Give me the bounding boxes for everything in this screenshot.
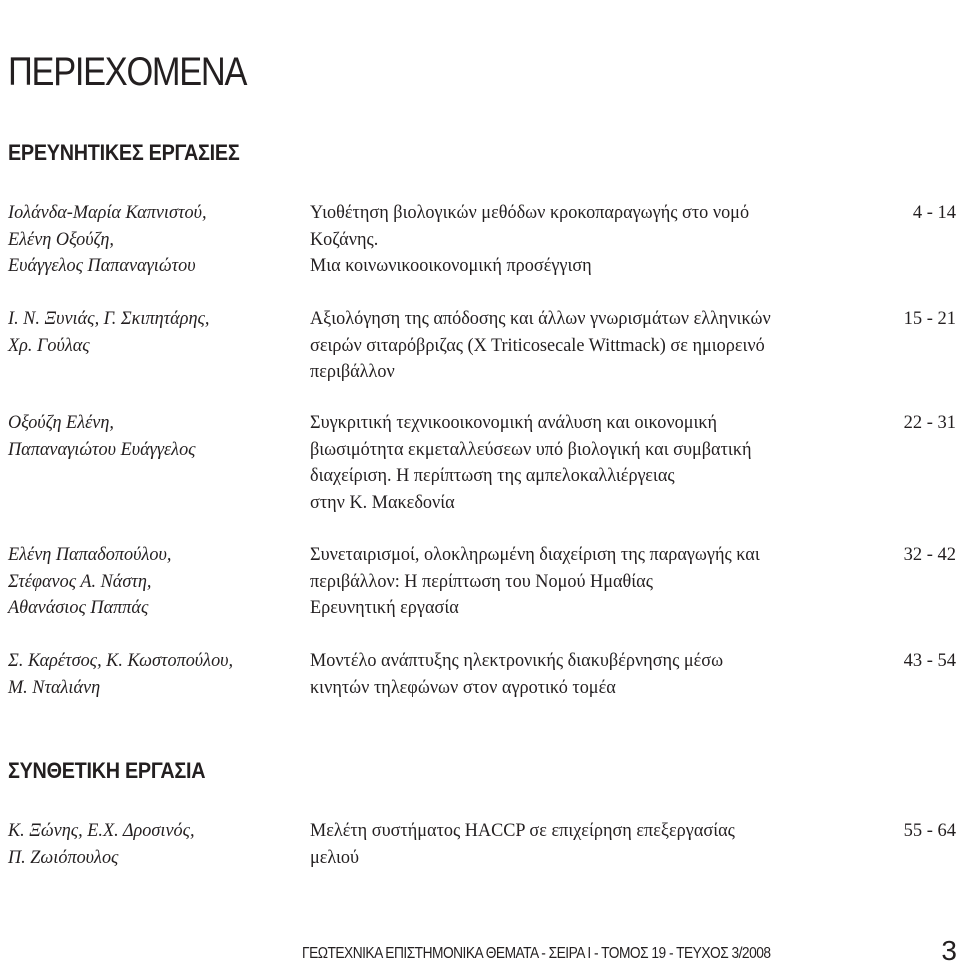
entry-pages: 22 - 31 <box>903 413 956 433</box>
author-line: Οξούζη Ελένη, <box>8 413 114 433</box>
entry-pages: 32 - 42 <box>903 545 956 565</box>
author-line: Κ. Ξώνης, Ε.Χ. Δροσινός, <box>8 821 195 841</box>
entry-title <box>310 542 858 622</box>
entry-title <box>310 410 858 516</box>
title-line: περιβάλλον <box>310 362 395 382</box>
title-line: Υιοθέτηση βιολογικών μεθόδων κροκοπαραγωγής στο νομό <box>310 203 750 223</box>
title-line: Αξιολόγηση της απόδοσης και άλλων γνωρισμάτων ελληνικών <box>310 309 771 329</box>
entry-title <box>310 648 858 701</box>
author-line: Στέφανος Α. Νάστη, <box>8 571 152 592</box>
title-line: Συνεταιρισμοί, ολοκληρωμένη διαχείριση της παραγωγής και <box>310 545 760 565</box>
footer-journal-info: ΓΕΩΤΕΧΝΙΚΑ ΕΠΙΣΤΗΜΟΝΙΚΑ ΘΕΜΑΤΑ - ΣΕΙΡΑ Ι - ΤΟΜΟΣ 19 - ΤΕΥΧΟΣ 3/2008 <box>302 945 771 962</box>
author-line: Ευάγγελος Παπαναγιώτου <box>8 256 196 276</box>
title-line: σειρών σιταρόβριζας (X Triticosecale Wittmack) σε ημιορεινό <box>310 335 765 356</box>
author-line: Ι. Ν. Ξυνιάς, Γ. Σκιπητάρης, <box>8 309 210 329</box>
entry-authors <box>8 200 298 280</box>
title-line: Μοντέλο ανάπτυξης ηλεκτρονικής διακυβέρνησης μέσω <box>310 651 724 671</box>
entry-pages: 15 - 21 <box>903 309 956 329</box>
title-line: Ερευνητική εργασία <box>310 598 459 618</box>
title-line: Μελέτη συστήματος HACCP σε επιχείρηση επεξεργασίας <box>310 821 735 841</box>
title-line: Κοζάνης. <box>310 229 379 250</box>
entry-authors <box>8 818 298 871</box>
section-heading-synthesis: ΣΥΝΘΕΤΙΚΗ ΕΡΓΑΣΙΑ <box>8 758 206 783</box>
author-line: Ιολάνδα-Μαρία Καπνιστού, <box>8 203 207 223</box>
title-line: μελιού <box>310 847 360 868</box>
entry-pages: 4 - 14 <box>912 203 956 223</box>
author-line: Σ. Καρέτσος, Κ. Κωστοπούλου, <box>8 651 234 671</box>
entry-pages: 55 - 64 <box>903 821 956 841</box>
entry-authors <box>8 410 298 463</box>
entry-authors <box>8 542 298 622</box>
page-number: 3 <box>941 935 957 966</box>
entry-title <box>310 306 858 386</box>
title-line: στην Κ. Μακεδονία <box>310 492 455 513</box>
author-line: Χρ. Γούλας <box>8 335 90 356</box>
title-line: βιωσιμότητα εκμεταλλεύσεων υπό βιολογική και συμβατική <box>310 439 752 460</box>
entry-title <box>310 818 858 871</box>
author-line: Παπαναγιώτου Ευάγγελος <box>8 439 196 460</box>
title-line: περιβάλλον: Η περίπτωση του Νομού Ημαθίας <box>310 571 653 592</box>
author-line: Ελένη Οξούζη, <box>8 229 114 250</box>
entry-title <box>310 200 858 280</box>
author-line: Μ. Νταλιάνη <box>8 677 101 698</box>
section-heading-research: ΕΡΕΥΝΗΤΙΚΕΣ ΕΡΓΑΣΙΕΣ <box>8 140 240 165</box>
title-line: κινητών τηλεφώνων στον αγροτικό τομέα <box>310 677 616 698</box>
page-title: ΠΕΡΙΕΧΟΜΕΝΑ <box>8 50 247 94</box>
title-line: Μια κοινωνικοοικονομική προσέγγιση <box>310 256 592 276</box>
entry-authors <box>8 306 298 359</box>
entry-pages: 43 - 54 <box>903 651 956 671</box>
author-line: Αθανάσιος Παππάς <box>8 598 149 618</box>
title-line: διαχείριση. Η περίπτωση της αμπελοκαλλιέργειας <box>310 466 675 486</box>
entry-authors <box>8 648 298 701</box>
author-line: Π. Ζωιόπουλος <box>8 847 119 868</box>
author-line: Ελένη Παπαδοπούλου, <box>8 545 172 565</box>
title-line: Συγκριτική τεχνικοοικονομική ανάλυση και οικονομική <box>310 413 718 433</box>
